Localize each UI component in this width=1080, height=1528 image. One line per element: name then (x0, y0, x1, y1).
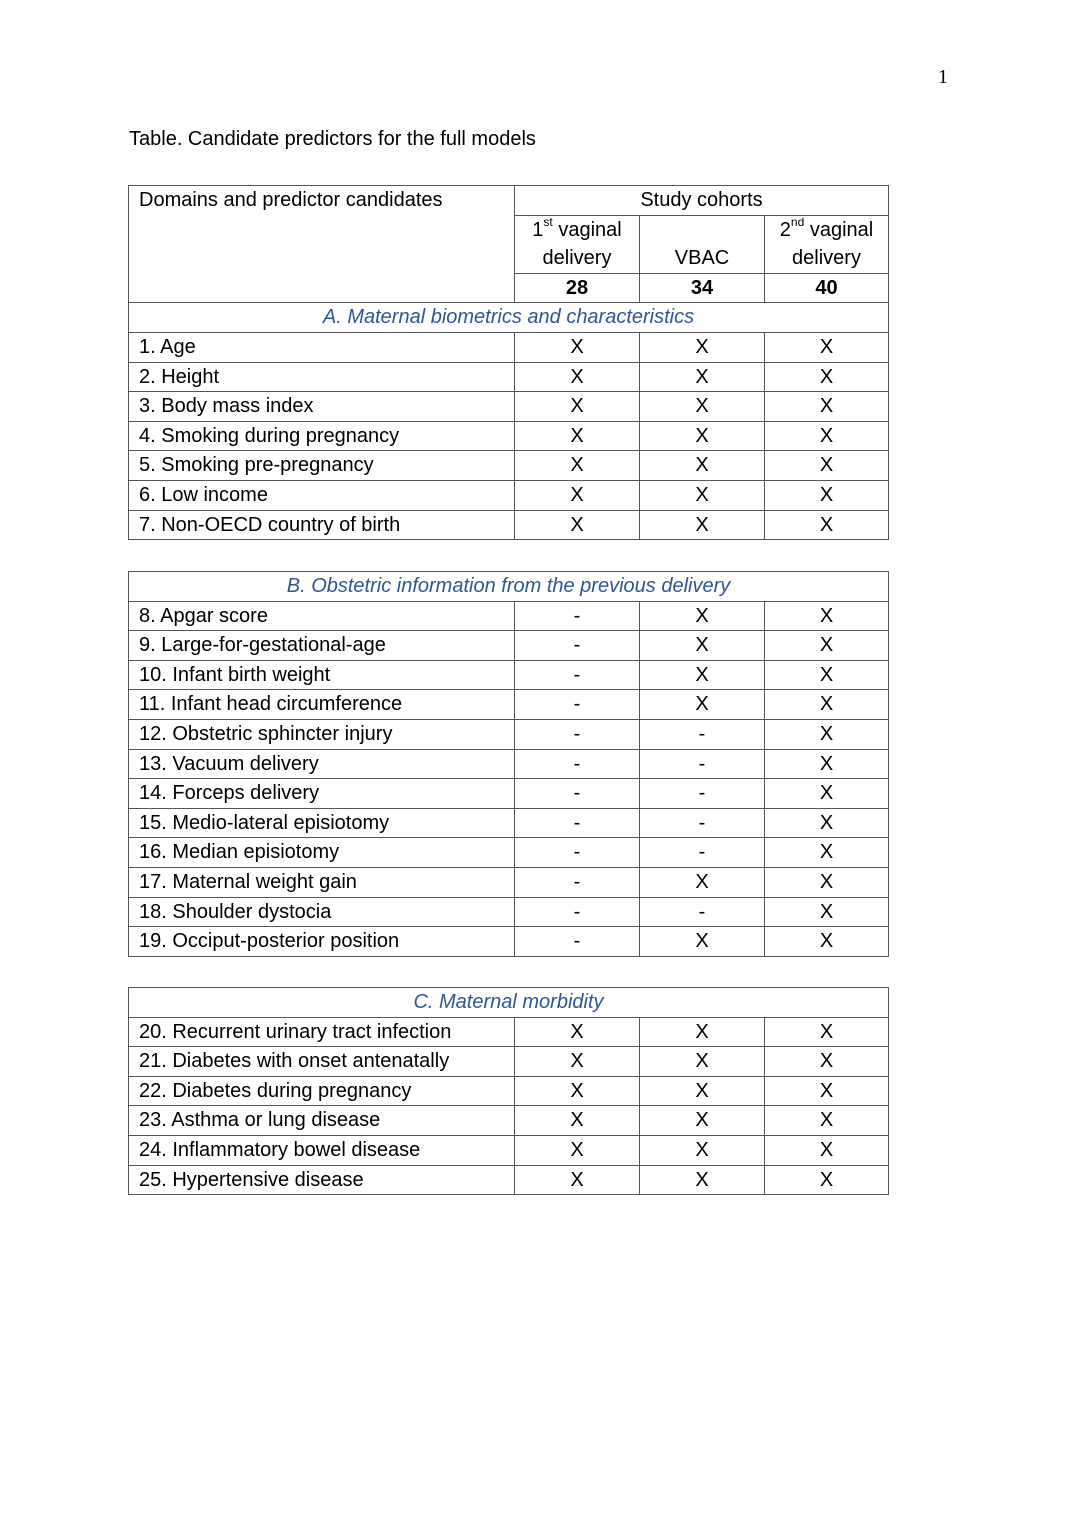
cohort-mark: X (765, 451, 889, 481)
cohort-mark: X (640, 927, 765, 957)
cohort-mark: X (515, 332, 640, 362)
cohort-mark: X (765, 421, 889, 451)
section-title: C. Maternal morbidity (129, 988, 889, 1018)
cohort-mark: X (640, 480, 765, 510)
table-row (129, 719, 889, 749)
domains-header: Domains and predictor candidates (129, 186, 515, 216)
predictor-label: 18. Shoulder dystocia (129, 897, 515, 927)
predictor-label: 16. Median episiotomy (129, 838, 515, 868)
cohort-mark: X (640, 631, 765, 661)
table-caption: Table. Candidate predictors for the full models (129, 128, 536, 150)
table-row (129, 451, 889, 481)
table-row (129, 332, 889, 362)
cohort-mark: X (640, 601, 765, 631)
predictor-label: 25. Hypertensive disease (129, 1165, 515, 1195)
cohort-mark: X (515, 1135, 640, 1165)
cohort-mark: X (515, 392, 640, 422)
table-row (129, 1106, 889, 1136)
predictor-table-a (128, 185, 889, 540)
cohort-mark: X (765, 749, 889, 779)
cohort-mark: - (640, 749, 765, 779)
predictor-label: 15. Medio-lateral episiotomy (129, 808, 515, 838)
cohort-mark: - (515, 867, 640, 897)
cohort-mark: X (515, 1017, 640, 1047)
cohort-mark: - (640, 838, 765, 868)
cohort-mark: - (515, 838, 640, 868)
cohort-mark: X (765, 1135, 889, 1165)
cohort-mark: X (515, 1165, 640, 1195)
cohort-mark: X (515, 421, 640, 451)
cohort-mark: X (765, 897, 889, 927)
cohort-mark: X (640, 1135, 765, 1165)
cohort-mark: X (640, 362, 765, 392)
cohort-header-vbac-top (640, 215, 765, 244)
table-row (129, 421, 889, 451)
table-row (129, 1017, 889, 1047)
cohort-mark: X (765, 392, 889, 422)
count-vbac: 34 (640, 273, 765, 303)
table-row (129, 392, 889, 422)
cohort-mark: X (515, 1076, 640, 1106)
predictor-label: 21. Diabetes with onset antenatally (129, 1047, 515, 1077)
cohort-mark: X (765, 332, 889, 362)
cohort-mark: X (640, 660, 765, 690)
cohort-mark: X (640, 1076, 765, 1106)
cohort-mark: X (765, 631, 889, 661)
predictor-label: 17. Maternal weight gain (129, 867, 515, 897)
cohort-mark: X (640, 421, 765, 451)
predictor-label: 7. Non-OECD country of birth (129, 510, 515, 540)
cohort-mark: - (515, 897, 640, 927)
predictor-label: 2. Height (129, 362, 515, 392)
cohort-mark: X (515, 1047, 640, 1077)
predictor-label: 6. Low income (129, 480, 515, 510)
table-row (129, 927, 889, 957)
table-row (129, 1135, 889, 1165)
cohort-mark: X (640, 867, 765, 897)
table-row (129, 749, 889, 779)
predictor-label: 23. Asthma or lung disease (129, 1106, 515, 1136)
cohort-mark: X (765, 480, 889, 510)
table-row (129, 838, 889, 868)
cohort-mark: X (640, 1165, 765, 1195)
predictor-label: 1. Age (129, 332, 515, 362)
cohort-mark: X (765, 690, 889, 720)
table-row (129, 1076, 889, 1106)
predictor-label: 19. Occiput-posterior position (129, 927, 515, 957)
predictor-label: 10. Infant birth weight (129, 660, 515, 690)
cohort-header-vbac: VBAC (640, 244, 765, 273)
header-spacer (129, 215, 515, 244)
table-row (129, 631, 889, 661)
table-row (129, 362, 889, 392)
cohort-mark: - (515, 808, 640, 838)
header-spacer (129, 273, 515, 303)
cohort-mark: X (640, 1047, 765, 1077)
cohort-mark: X (640, 392, 765, 422)
predictor-label: 12. Obstetric sphincter injury (129, 719, 515, 749)
predictor-label: 11. Infant head circumference (129, 690, 515, 720)
cohort-header-first-line1: 1st vaginal (515, 215, 640, 244)
study-cohorts-header: Study cohorts (515, 186, 889, 216)
cohort-mark: X (765, 1047, 889, 1077)
count-second-vaginal: 40 (765, 273, 889, 303)
table-row (129, 867, 889, 897)
cohort-mark: X (640, 690, 765, 720)
predictor-label: 20. Recurrent urinary tract infection (129, 1017, 515, 1047)
table-row (129, 1165, 889, 1195)
table-row (129, 779, 889, 809)
cohort-header-second-line2: delivery (765, 244, 889, 273)
table-row (129, 510, 889, 540)
cohort-header-first-line2: delivery (515, 244, 640, 273)
predictor-label: 14. Forceps delivery (129, 779, 515, 809)
cohort-mark: - (640, 719, 765, 749)
cohort-mark: X (765, 1165, 889, 1195)
cohort-mark: X (765, 927, 889, 957)
section-title: A. Maternal biometrics and characteristics (129, 303, 889, 333)
predictor-label: 22. Diabetes during pregnancy (129, 1076, 515, 1106)
table-row (129, 660, 889, 690)
table-row (129, 601, 889, 631)
page-number: 1 (938, 66, 948, 88)
cohort-mark: X (765, 808, 889, 838)
cohort-mark: X (765, 1106, 889, 1136)
count-first-vaginal: 28 (515, 273, 640, 303)
predictor-label: 9. Large-for-gestational-age (129, 631, 515, 661)
table-row (129, 897, 889, 927)
cohort-mark: - (515, 660, 640, 690)
cohort-mark: X (515, 480, 640, 510)
cohort-mark: - (515, 631, 640, 661)
cohort-mark: - (515, 690, 640, 720)
cohort-mark: X (640, 451, 765, 481)
predictor-label: 13. Vacuum delivery (129, 749, 515, 779)
predictor-label: 3. Body mass index (129, 392, 515, 422)
cohort-mark: X (765, 779, 889, 809)
cohort-mark: - (515, 779, 640, 809)
cohort-mark: - (640, 808, 765, 838)
predictor-label: 8. Apgar score (129, 601, 515, 631)
table-row (129, 1047, 889, 1077)
cohort-mark: X (515, 451, 640, 481)
cohort-mark: X (515, 362, 640, 392)
cohort-mark: X (515, 510, 640, 540)
cohort-mark: - (515, 719, 640, 749)
cohort-mark: - (515, 601, 640, 631)
cohort-mark: X (765, 867, 889, 897)
cohort-mark: X (765, 1017, 889, 1047)
cohort-header-second-line1: 2nd vaginal (765, 215, 889, 244)
table-row (129, 808, 889, 838)
predictor-label: 5. Smoking pre-pregnancy (129, 451, 515, 481)
header-spacer (129, 244, 515, 273)
predictor-label: 4. Smoking during pregnancy (129, 421, 515, 451)
cohort-mark: - (515, 749, 640, 779)
cohort-mark: X (765, 601, 889, 631)
cohort-mark: - (640, 779, 765, 809)
cohort-mark: - (515, 927, 640, 957)
predictor-label: 24. Inflammatory bowel disease (129, 1135, 515, 1165)
cohort-mark: X (515, 1106, 640, 1136)
cohort-mark: X (765, 719, 889, 749)
cohort-mark: - (640, 897, 765, 927)
cohort-mark: X (640, 1106, 765, 1136)
predictor-table-b (128, 571, 889, 957)
cohort-mark: X (640, 332, 765, 362)
cohort-mark: X (640, 1017, 765, 1047)
table-row (129, 480, 889, 510)
table-row (129, 690, 889, 720)
predictor-table-c (128, 987, 889, 1195)
cohort-mark: X (765, 838, 889, 868)
cohort-mark: X (640, 510, 765, 540)
cohort-mark: X (765, 510, 889, 540)
section-title: B. Obstetric information from the previous delivery (129, 572, 889, 602)
cohort-mark: X (765, 660, 889, 690)
cohort-mark: X (765, 362, 889, 392)
cohort-mark: X (765, 1076, 889, 1106)
